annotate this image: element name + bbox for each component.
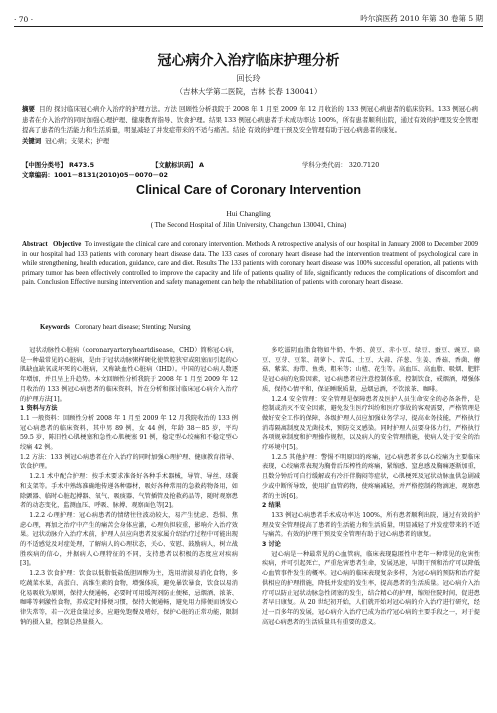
affiliation-en: ( The Second Hospital of Jilin University, Changchun 130041, China)	[150, 221, 347, 229]
title-en: Clinical Care of Coronary Intervention	[135, 183, 362, 197]
author-en: Hui Changling	[226, 209, 271, 218]
keywords-zh-text: 冠心病；支架术；护理	[45, 136, 110, 145]
abstract-en-objective: Objective	[53, 241, 82, 248]
meta-row-2	[22, 170, 478, 179]
subject-code: 学科分类代码： 320.7120	[302, 161, 380, 169]
title-zh: 冠心病介入治疗临床护理分析	[157, 53, 340, 69]
keywords-en-text: Coronary heart disease; Stenting; Nursing	[75, 324, 191, 331]
paragraph: 1.2.1 术中配合护理：按手术要求准备好各种手术器械，导管、导丝、球囊和支架等。手术中熟练准确地传递各种器材，吸好各种常用的急救药物备用，如除颤器、临时心脏起搏器、氧气、吸痰器、气管插管及抢救药品等，随时观察患者的动态变化，监测血压、呼吸、脉搏、观察面色等[2]。	[20, 473, 238, 510]
abstract-zh-text: 目的 探讨临床冠心病介入治疗的护理方法。方法 回顾性分析我院于 2008 年 1 月至 2009 年 12 月收治的 133 例冠心病患者的临床资料。133 例冠心病患者在介入治疗的同时加强心理护理、健康教育指导、饮食护理。结果 133 例冠心病患者手术成功率达 100%，所有患者顺利出院，通过有效的护理及安全管理提高了患者的生活能力和生活质量，明显减轻了并发症带来的不适与痛苦。结论 有效的护理干预及安全管理有助于冠心病患者的康复。	[22, 105, 479, 134]
paragraph: 1.2.4 安全管理：安全管理是保障患者及医护人员生命安全的必备条件，是控制或消灭不安全因素，避免发生医疗纠纷和医疗事故的客观需要，严格管理是做好安全工作的保障，各级护理人员应加强业务学习，提高业务技能，严格执行消毒隔离制度及无菌技术，预防交叉感染。同时护理人员要身体力行，严格执行各项规章制度和护理操作规程，以及病人的安全管理措施，使病人处于安全的治疗环境中[5]。	[262, 395, 480, 452]
keywords-zh-label: 关键词	[22, 136, 42, 145]
paragraph: 1.2.5 其他护理：警惕不明原因的疼痛，冠心病患者多以心绞痛为主要临床表现，心绞痛常表现为胸骨后压榨性的疼痛，紧缩感、窒息感及胸痛逐渐加重，且数分钟后可自行缓解或有冷汗伴胸闷等症状，心肌梗死及冠状动脉血供急剧减少或中断所导致，使用扩血管药物，使疼痛减轻，并严格控制药物滴速，观察患者的主诉[6]。	[262, 453, 480, 500]
paragraph: 冠状动脉性心脏病（coronaryarteryheartdisease，CHD）简称冠心病，是一种最常见的心脏病，是由于冠状动脉粥样硬化使管腔狭窄或阻塞而引起的心肌缺血缺氧或坏死的心脏病，又称缺血性心脏病（IHD）。中国的冠心病人数逐年增加，并且呈上升趋势。本文回顾性分析我院于 2008 年 1 月至 2009 年 12 月收治的 133 例冠心病患者的临床资料，旨在分析和探讨临床冠心病介入治疗的护理方法[1]。	[20, 347, 238, 403]
section-heading: 2 结果	[262, 502, 281, 510]
abstract-en-text: To investigate the clinical care and coronary intervention. Methods A retrospective analysis of our hospital in January 2008 to December 2009 in our hospital had 133 patients with coronary heart disease data. The 133 cases of coronary heart disease had the intervention treatment of psychological care in while strengthening, health education, guidance, care and diet. Results The 133 patients with coronary heart disease was 100% successful operation, all patients with primary tumor has been effectively controlled to improve the capacity and life of patients quality of life, significantly reduces the complications of discomfort and pain. Conclusion Effective nursing intervention and safety management can help the rehabilitation of patients with coronary heart disease.	[22, 241, 478, 287]
affiliation-zh: （吉林大学第二医院，吉林 长春 130041）	[175, 87, 322, 96]
keywords-en-label: Keywords	[40, 324, 70, 331]
paragraph: 1.1 一般资料：回顾性分析 2008 年 1 月至 2009 年 12 月我院收治的 133 例冠心病患者的临床资料，其中男 89 例，女 44 例，年龄 38～85 岁，平均 59.5 岁，陈旧性心肌梗塞和急性心肌梗塞 91 例，稳定型心绞痛和不稳定型心绞痛 42 例。	[20, 414, 238, 452]
paragraph: 多吃滋阴血脂食物如牛奶、牛奶、黄豆、赤小豆、绿豆、蚕豆、豌豆、扁豆、豆芽、豆浆、胡萝卜、苦瓜、土豆、大蒜、洋葱、生姜、香菇、香菌、蘑菇、紫菜、海带、鱼类、粗米等；山楂、花生等。高血压、高血脂、吸烟、肥胖是冠心病的危险因素，冠心病患者应注意控制体重，控制饮食，戒烟酒，增强体质，保持心情平和，保证睡眠质量，忌烟忌酒，不饮浓茶、咖啡。	[262, 347, 480, 393]
paragraph: 1.2.3 饮食护理：饮食以低脂低盐低胆固醇为主，选用清淡易消化食物，多吃蔬菜水果，高蛋白、高维生素的食物，增强体质，避免暴饮暴食，饮食以易消化易吸收为原则，保持大便通畅，必要时可用缓泻剂防止便秘，忌烟酒、浓茶、咖啡等刺激性食物，养成定时排便习惯，保持大便通畅，避免用力排便而诱发心律失常等，若一次进食量过多，应避免饱餐及嗜好，保护心脏的正常功能，限制钠的摄入量，控制总热量摄入。	[20, 570, 238, 626]
paragraph: 1.2 方法：133 例冠心病患者在介入治疗的同时加强心理护理、健康教育指导、饮食护理。	[20, 453, 238, 471]
header-rule	[14, 26, 483, 27]
body-column-left	[20, 346, 238, 627]
author-zh: 回长玲	[236, 74, 261, 83]
paragraph: 133 例冠心病患者手术成功率达 100%，所有患者顺利出院，通过有效的护理及安全管理提高了患者的生活能力和生活质量，明显减轻了并发症带来的不适与痛苦。有效的护理干预及安全管理有助于冠心病患者的康复。	[262, 511, 480, 539]
clc-code: 【中图分类号】 R473.5	[22, 161, 95, 169]
meta-row-1	[22, 160, 478, 169]
section-heading: 1 资料与方法	[20, 405, 58, 413]
paragraph: 1.2.2 心理护理：冠心病患者的情绪往往波动较大，易产生忧虑、恐惧、焦虑心理，再加之治疗中产生的痛苦会身体应激，心理负担较重，影响介入治疗效果。冠状动脉介入治疗术前，护理人员应向患者及家属介绍治疗过程中可能出现的不适感觉及对症处理，了解病人的心理状态，关心、安慰、鼓励病人，树立战胜疾病的信心，并据病人心理特征的不同，支持患者以积极的态度应对疾病[3]。	[20, 511, 238, 568]
paragraph: 冠心病是一种最常见的心血管病，临床表现隐匿性中老年一种常见的危害性疾病，并可引起死亡，严重危害患者生命，发展迅速，早期干预和治疗可以降低心血管事件发生的概率。冠心病的临床表现复杂多样，为冠心病的预防和治疗提供相应的护理措施，降低并发症的发生率，提高患者的生活质量。冠心病介入治疗可以防止冠状动脉急性闭塞的发生，结合精心的护理，缩短住院时间，促进患者早日康复。从 20 世纪初开始，人们就开始对冠心病的介入治疗进行研究，经过一百多年的发展，冠心病介入治疗已成为治疗冠心病的主要手段之一，对于提高冠心病患者的生活质量具有重要的意义。	[262, 550, 480, 626]
running-header	[14, 10, 483, 24]
abstract-zh-label: 摘要	[22, 105, 35, 113]
page-number: · 70 ·	[14, 15, 34, 24]
keywords-en	[40, 324, 480, 331]
doc-code: 【文献标识码】 A	[152, 161, 204, 169]
abstract-zh	[22, 104, 478, 146]
abstract-en-label: Abstract	[22, 241, 48, 248]
article-code: 文章编码：1001－8131(2010)05－0070－02	[22, 171, 168, 179]
journal-info: 吟尔滨医药 2010 年第 30 卷第 5 期	[360, 14, 483, 23]
section-heading: 3 讨论	[262, 541, 281, 549]
body-column-right	[262, 346, 480, 627]
abstract-en	[22, 240, 478, 288]
